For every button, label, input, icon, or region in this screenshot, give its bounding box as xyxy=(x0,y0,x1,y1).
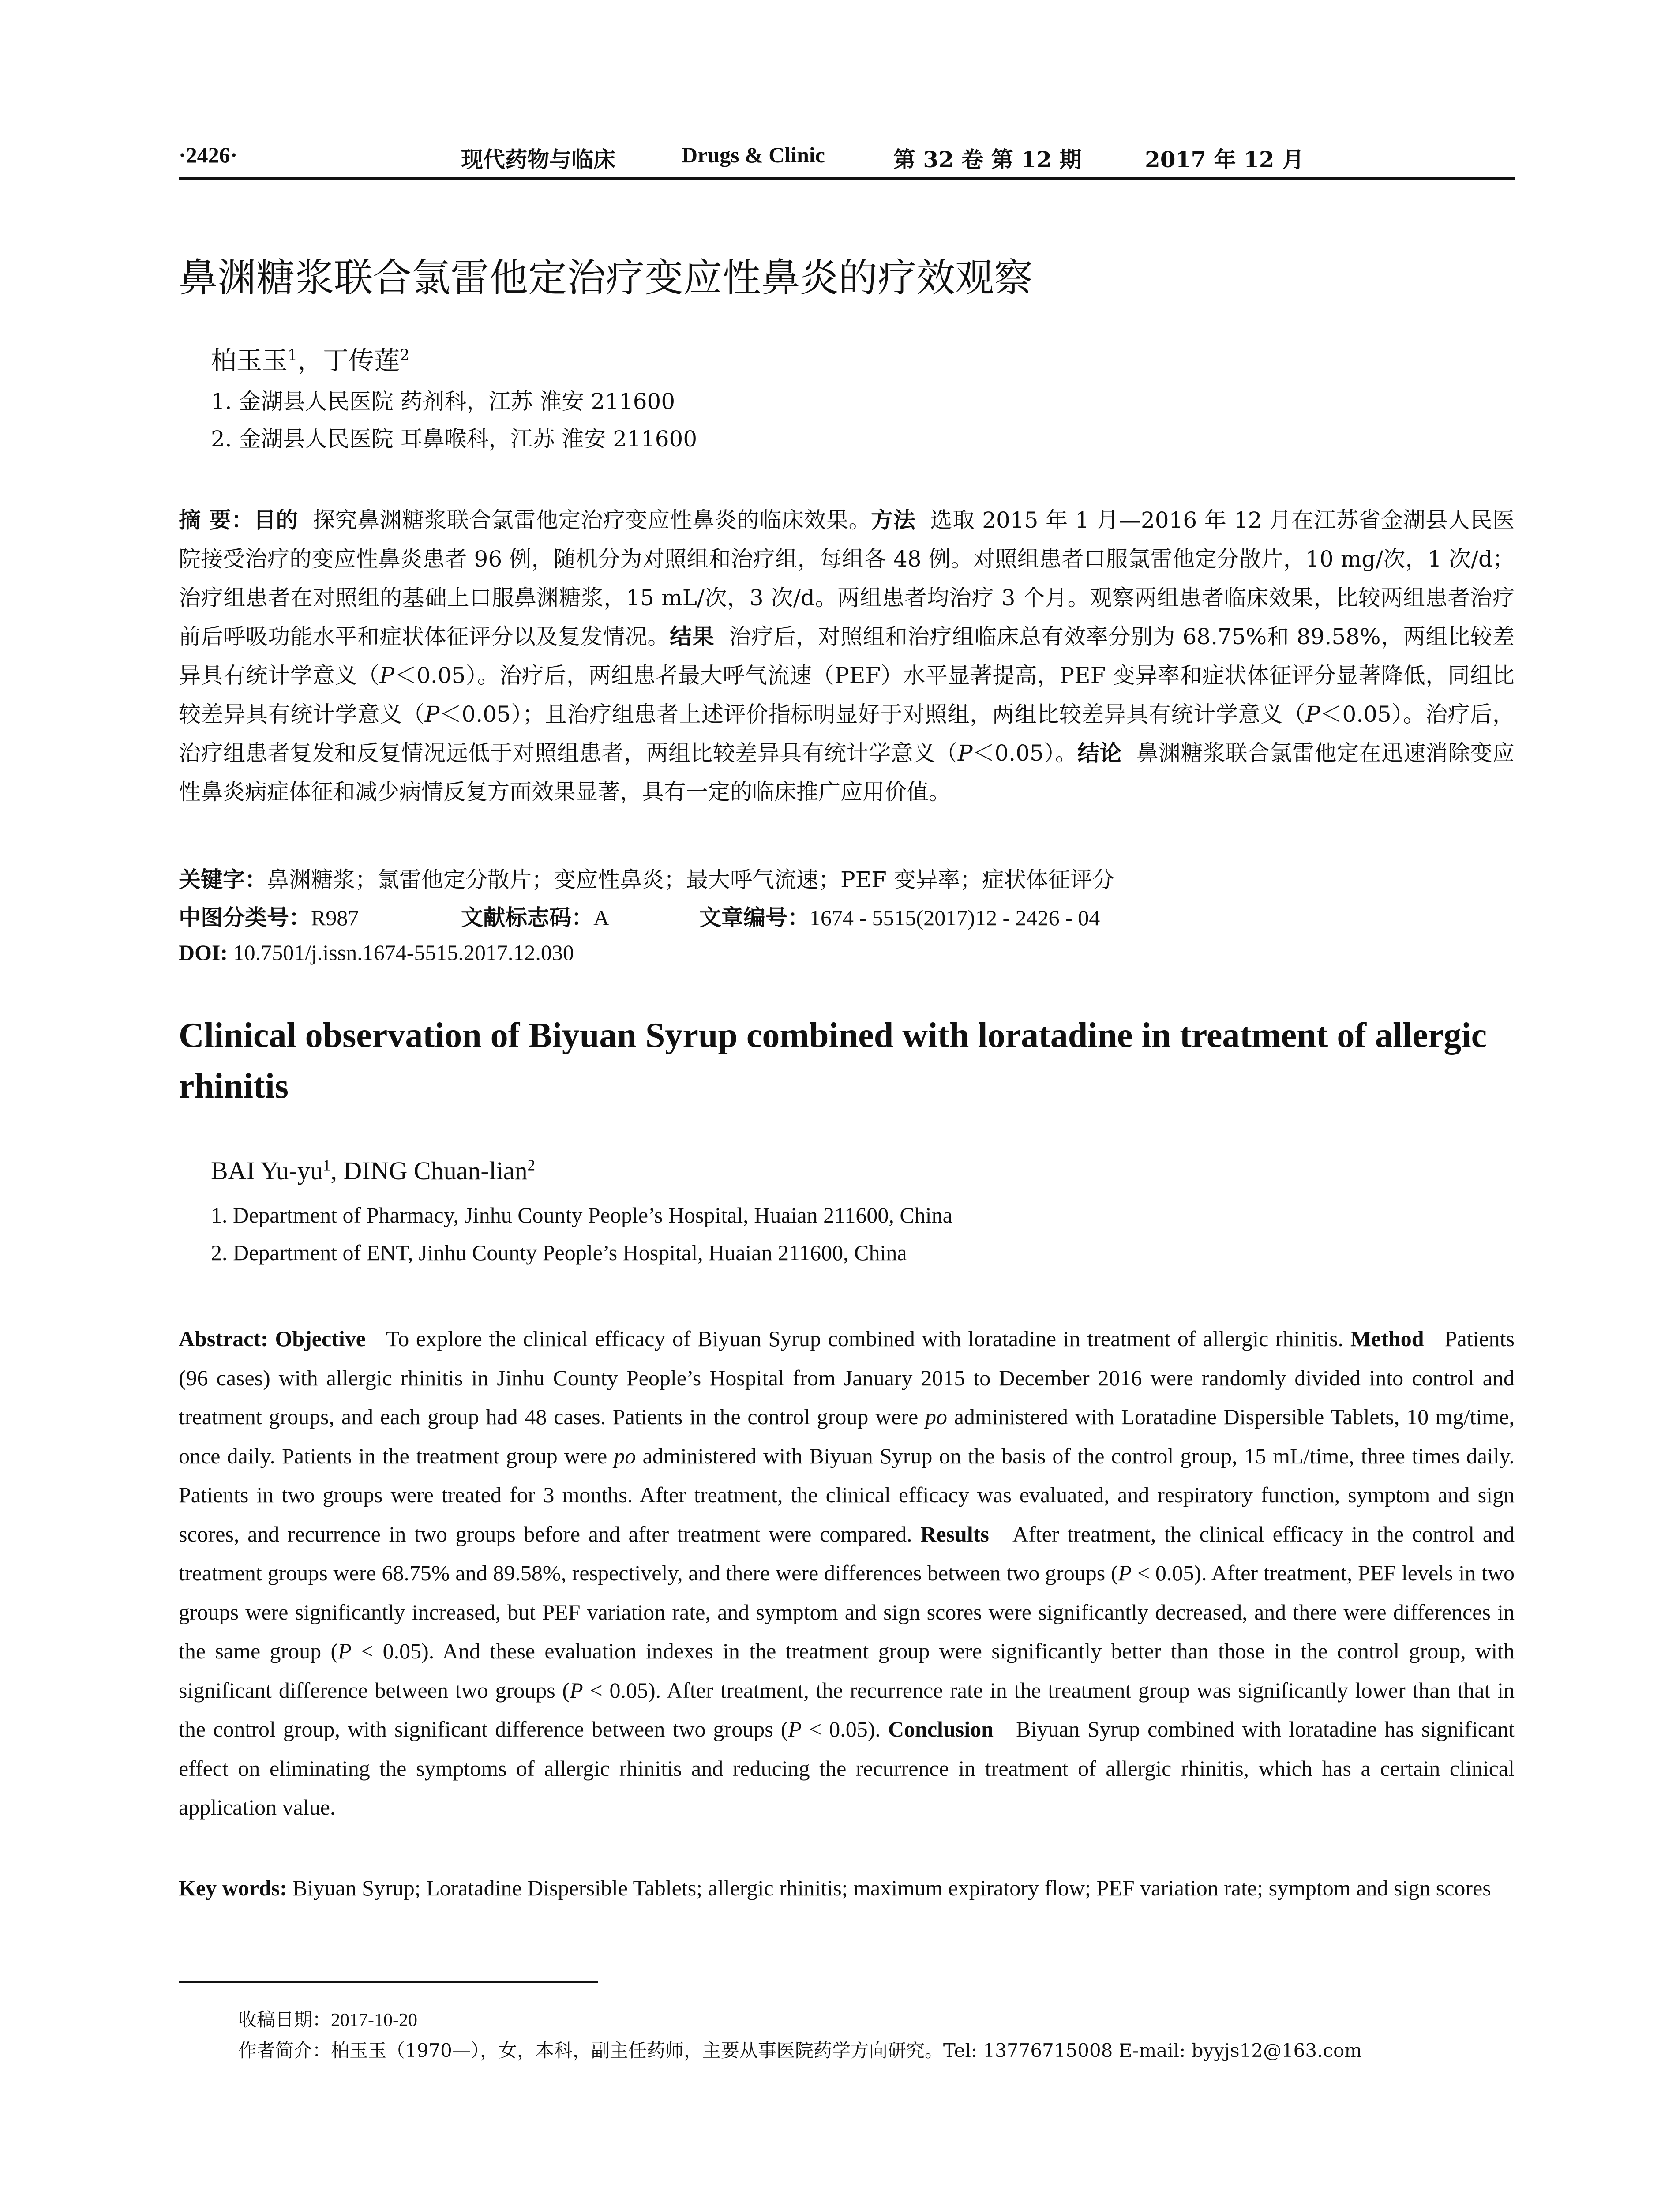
article-number xyxy=(699,900,1100,932)
document-code xyxy=(461,900,609,932)
doi-label: DOI: xyxy=(179,940,228,965)
title-en: Clinical observation of Biyuan Syrup combined with loratadine in treatment of allergic rhinitis xyxy=(179,1016,1487,1106)
author-bio xyxy=(238,2036,1362,2063)
received-label: 收稿日期： xyxy=(238,2009,331,2030)
results-text-cn: ＜0.05）。治疗后，治疗组患者复发和反复情况远低于对照组患者，两组比较差异具有统计学意义（ xyxy=(179,702,1515,766)
keywords-text-en: Biyuan Syrup; Loratadine Dispersible Tablets; allergic rhinitis; maximum expiratory flow; PEF variation rate; symptom and sign scores xyxy=(292,1876,1491,1900)
results-label-cn: 结果 xyxy=(670,624,715,649)
received-value: 2017-10-20 xyxy=(331,2010,417,2030)
footnote-rule xyxy=(179,1981,598,1983)
results-text-en: < 0.05). xyxy=(801,1717,881,1741)
keywords-en xyxy=(179,1868,1515,1907)
abstract-en xyxy=(179,1319,1515,1827)
header-rule xyxy=(179,177,1515,180)
p-value-symbol: P xyxy=(424,702,440,727)
running-header xyxy=(179,142,1515,173)
method-text-cn: 选取 2015 年 1 月—2016 年 12 月在江苏省金湖县人民医院接受治疗的变应性鼻炎患者 96 例，随机分为对照组和治疗组，每组各 48 例。对照组患者口服氯雷他定分散片，10 mg/次，1 次/d；治疗组患者在对照组的基础上口服鼻渊糖浆，15 mL/次，3 次/d。两组患者均治疗 3 个月。观察两组患者临床效果，比较两组患者治疗前后呼吸功能水平和症状体征评分以及复发情况。 xyxy=(179,507,1515,649)
method-text-en: administered with Loratadine Dispersible Tablets, 10 mg/time, once daily. Patients in the treatment group were xyxy=(179,1404,1515,1468)
results-text-en: After treatment, the clinical efficacy in the control and treatment groups were 68.75% and 89.58%, respectively, and there were differences between two groups ( xyxy=(179,1521,1515,1585)
keywords-cn xyxy=(179,860,1515,899)
clc-label: 中图分类号： xyxy=(179,905,311,930)
p-value-symbol: P xyxy=(1118,1561,1132,1585)
affiliation-1-cn: 1. 金湖县人民医院 药剂科，江苏 淮安 211600 xyxy=(211,389,675,414)
authors-en xyxy=(211,1156,535,1186)
author-1-en: BAI Yu-yu xyxy=(211,1156,323,1185)
p-value-symbol: P xyxy=(338,1639,352,1663)
author-2-affil-cn: 2 xyxy=(400,346,410,364)
affiliation-2-en: 2. Department of ENT, Jinhu County People’s Hospital, Huaian 211600, China xyxy=(211,1240,907,1265)
doi xyxy=(179,940,574,965)
clc-number xyxy=(179,900,359,932)
page-number: ·2426· xyxy=(179,143,238,167)
po-abbrev: po xyxy=(614,1443,636,1468)
results-text-cn: 治疗后，对照组和治疗组临床总有效率分别为 68.75%和 89.58%，两组比较差异具有统计学意义（ xyxy=(179,624,1515,688)
objective-text-cn: 探究鼻渊糖浆联合氯雷他定治疗变应性鼻炎的临床效果。 xyxy=(313,507,871,533)
art-label: 文章编号： xyxy=(699,905,810,930)
authors-cn xyxy=(211,340,409,377)
keywords-label-cn: 关键字： xyxy=(179,867,267,893)
method-label-en: Method xyxy=(1350,1326,1424,1351)
publication-date: 2017 年 12 月 xyxy=(1145,146,1304,173)
journal-name-en: Drugs & Clinic xyxy=(682,143,825,167)
results-text-en: < 0.05). And these evaluation indexes in the treatment group were significantly better than those in the control group, with significant difference between two groups ( xyxy=(179,1639,1515,1703)
method-text-en: Patients (96 cases) with allergic rhinitis in Jinhu County People’s Hospital from January 2015 to December 2016 were randomly divided into control and treatment groups, and each group had 48 cases. Patients in the control group were xyxy=(179,1326,1515,1429)
author-1-affil-cn: 1 xyxy=(288,346,298,364)
clc-value: R987 xyxy=(311,905,359,930)
author-separator-en: , xyxy=(330,1156,344,1185)
bio-label: 作者简介： xyxy=(238,2040,331,2061)
conclusion-text-en: Biyuan Syrup combined with loratadine has significant effect on eliminating the symptoms of allergic rhinitis and reducing the recurrence in treatment of allergic rhinitis, which has a certain clinical application value. xyxy=(179,1717,1515,1820)
author-1-cn: 柏玉玉 xyxy=(211,345,288,375)
conclusion-label-en: Conclusion xyxy=(888,1717,994,1741)
received-date xyxy=(238,2005,417,2032)
abstract-cn xyxy=(179,501,1515,811)
results-text-cn: ＜0.05）；且治疗组患者上述评价指标明显好于对照组，两组比较差异具有统计学意义（ xyxy=(439,702,1305,727)
po-abbrev: po xyxy=(925,1404,947,1429)
results-text-cn: ＜0.05）。治疗后，两组患者最大呼气流速（PEF）水平显著提高，PEF 变异率和症状体征评分显著降低，同组比较差异具有统计学意义（ xyxy=(179,663,1515,727)
art-value: 1674 - 5515(2017)12 - 2426 - 04 xyxy=(810,905,1100,930)
results-label-en: Results xyxy=(920,1521,989,1546)
p-value-symbol: P xyxy=(379,663,395,688)
objective-text-en: To explore the clinical efficacy of Biyuan Syrup combined with loratadine in treatment of allergic rhinitis. xyxy=(386,1326,1344,1351)
author-separator-cn: ， xyxy=(297,345,323,375)
affiliation-1-en: 1. Department of Pharmacy, Jinhu County People’s Hospital, Huaian 211600, China xyxy=(211,1203,952,1227)
results-text-en: < 0.05). After treatment, PEF levels in two groups were significantly increased, but PEF variation rate, and symptom and sign scores were significantly decreased, and there were differences in the same group ( xyxy=(179,1561,1515,1663)
doc-value: A xyxy=(593,905,610,930)
abstract-label-cn: 摘 要： xyxy=(179,507,254,533)
p-value-symbol: P xyxy=(957,740,973,766)
conclusion-text-cn: 鼻渊糖浆联合氯雷他定在迅速消除变应性鼻炎病症体征和减少病情反复方面效果显著，具有一定的临床推广应用价值。 xyxy=(179,740,1515,805)
author-2-affil-en: 2 xyxy=(527,1156,536,1174)
author-1-affil-en: 1 xyxy=(323,1156,331,1174)
journal-name-cn: 现代药物与临床 xyxy=(461,147,615,173)
results-text-cn: ＜0.05）。 xyxy=(972,740,1078,766)
keywords-label-en: Key words: xyxy=(179,1876,287,1900)
author-2-en: DING Chuan-lian xyxy=(343,1156,528,1185)
method-label-cn: 方法 xyxy=(871,507,916,533)
p-value-symbol: P xyxy=(788,1717,802,1741)
abstract-label-en: Abstract: xyxy=(179,1326,268,1351)
method-text-en: administered with Biyuan Syrup on the basis of the control group, 15 mL/time, three times daily. Patients in two groups were treated for 3 months. After treatment, the clinical efficacy was evaluated, and respiratory function, symptom and sign scores, and recurrence in two groups before and after treatment were compared. xyxy=(179,1443,1515,1546)
classification-row xyxy=(179,900,1515,935)
doc-label: 文献标志码： xyxy=(461,905,593,930)
author-2-cn: 丁传莲 xyxy=(323,345,400,375)
affiliation-2-cn: 2. 金湖县人民医院 耳鼻喉科，江苏 淮安 211600 xyxy=(211,426,698,452)
p-value-symbol: P xyxy=(570,1677,583,1703)
doi-value: 10.7501/j.issn.1674-5515.2017.12.030 xyxy=(233,940,574,965)
conclusion-label-cn: 结论 xyxy=(1077,740,1122,766)
results-text-en: < 0.05). After treatment, the recurrence rate in the treatment group was significantly lower than that in the control group, with significant difference between two groups ( xyxy=(179,1677,1515,1741)
keywords-text-cn: 鼻渊糖浆；氯雷他定分散片；变应性鼻炎；最大呼气流速；PEF 变异率；症状体征评分 xyxy=(267,867,1114,893)
objective-label-en: Objective xyxy=(275,1326,366,1351)
volume-issue: 第 32 卷 第 12 期 xyxy=(893,146,1082,173)
objective-label-cn: 目的 xyxy=(253,507,299,533)
p-value-symbol: P xyxy=(1305,702,1320,727)
title-cn: 鼻渊糖浆联合氯雷他定治疗变应性鼻炎的疗效观察 xyxy=(179,255,1033,300)
bio-text: 柏玉玉（1970—），女，本科，副主任药师，主要从事医院药学方向研究。Tel: 13776715008 E-mail: byyjs12@163.com xyxy=(331,2040,1362,2061)
